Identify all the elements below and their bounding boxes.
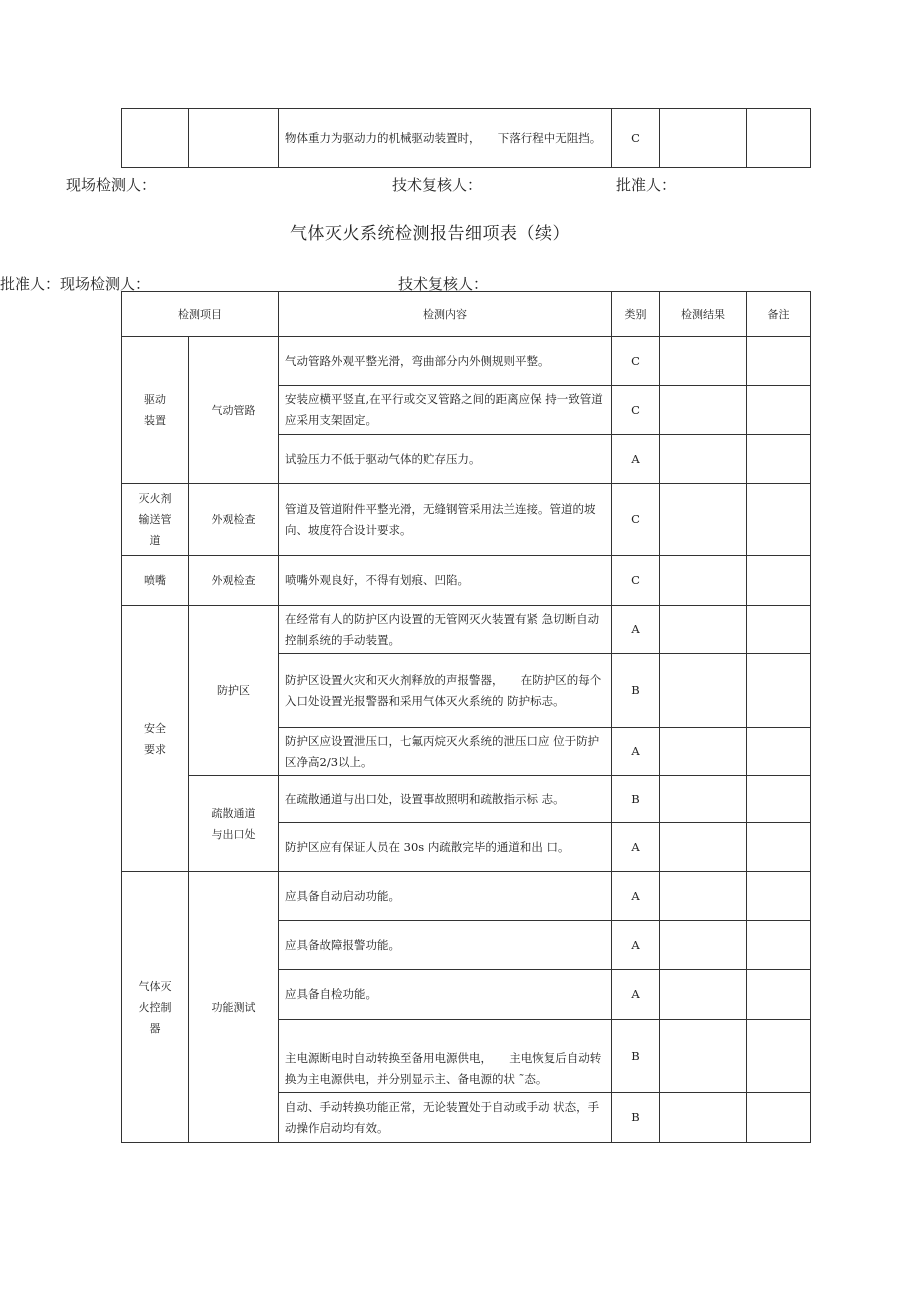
result-cell[interactable] <box>660 109 747 168</box>
result-cell[interactable] <box>660 872 747 921</box>
result-cell[interactable] <box>660 970 747 1020</box>
remark-cell[interactable] <box>747 435 811 484</box>
result-cell[interactable] <box>660 1093 747 1143</box>
remark-cell[interactable] <box>747 776 811 823</box>
result-cell[interactable] <box>660 337 747 386</box>
header-item: 检测项目 <box>122 292 279 337</box>
subgroup-label: 外观检查 <box>189 556 279 606</box>
header-content: 检测内容 <box>279 292 612 337</box>
group-label-nozzle: 喷嘴 <box>122 556 189 606</box>
approver-inspector-label: 批准人：现场检测人： <box>0 275 151 293</box>
detection-content: 主电源断电时自动转换至备用电源供电， 主电恢复后自动转换为主电源供电，并分别显示主、备电源的状 ˜态。 <box>279 1020 612 1093</box>
empty-cell <box>122 109 189 168</box>
detection-content: 喷嘴外观良好，不得有划痕、凹陷。 <box>279 556 612 606</box>
remark-cell[interactable] <box>747 654 811 728</box>
category-cell: A <box>612 823 660 872</box>
header-remark: 备注 <box>747 292 811 337</box>
detection-content: 防护区应设置泄压口，七氟丙烷灭火系统的泄压口应 位于防护区净高2/3以上。 <box>279 728 612 776</box>
group-label-safety: 安全要求 <box>122 606 189 872</box>
header-category: 类别 <box>612 292 660 337</box>
detection-content: 防护区设置火灾和灭火剂释放的声报警器， 在防护区的每个入口处设置光报警器和采用气体灭火系统的 防护标志。 <box>279 654 612 728</box>
result-cell[interactable] <box>660 556 747 606</box>
remark-cell[interactable] <box>747 921 811 970</box>
result-cell[interactable] <box>660 1020 747 1093</box>
table-row <box>122 606 811 654</box>
table-row <box>122 872 811 921</box>
category-cell: C <box>612 484 660 556</box>
remark-cell[interactable] <box>747 109 811 168</box>
group-label-controller: 气体灭火控制器 <box>122 872 189 1143</box>
result-cell[interactable] <box>660 484 747 556</box>
header-result: 检测结果 <box>660 292 747 337</box>
group-label-pipe: 灭火剂输送管道 <box>122 484 189 556</box>
table-row <box>122 337 811 386</box>
category-cell: C <box>612 109 660 168</box>
category-cell: C <box>612 337 660 386</box>
remark-cell[interactable] <box>747 337 811 386</box>
category-cell: C <box>612 386 660 435</box>
remark-cell[interactable] <box>747 1020 811 1093</box>
remark-cell[interactable] <box>747 484 811 556</box>
detection-content: 防护区应有保证人员在 30s 内疏散完毕的通道和出 口。 <box>279 823 612 872</box>
subgroup-label: 外观检查 <box>189 484 279 556</box>
detection-content: 应具备自动启动功能。 <box>279 872 612 921</box>
category-cell: A <box>612 435 660 484</box>
reviewer-label: 技术复核人： <box>392 176 483 194</box>
result-cell[interactable] <box>660 728 747 776</box>
category-cell: A <box>612 970 660 1020</box>
remark-cell[interactable] <box>747 1093 811 1143</box>
remark-cell[interactable] <box>747 386 811 435</box>
reviewer-label-2: 技术复核人： <box>398 275 489 293</box>
page-title: 气体灭火系统检测报告细项表（续） <box>290 224 570 244</box>
inspection-detail-table <box>121 291 811 1143</box>
remark-cell[interactable] <box>747 970 811 1020</box>
header-row <box>122 292 811 337</box>
category-cell: A <box>612 921 660 970</box>
remark-cell[interactable] <box>747 606 811 654</box>
group-label-drive: 驱动装置 <box>122 337 189 484</box>
detection-content: 应具备故障报警功能。 <box>279 921 612 970</box>
detection-content: 自动、手动转换功能正常，无论装置处于自动或手动 状态，手动操作启动均有效。 <box>279 1093 612 1143</box>
detection-content: 试验压力不低于驱动气体的贮存压力。 <box>279 435 612 484</box>
subgroup-label: 气动管路 <box>189 337 279 484</box>
result-cell[interactable] <box>660 823 747 872</box>
table-row <box>122 556 811 606</box>
inspector-label: 现场检测人： <box>66 176 157 194</box>
detection-content: 在疏散通道与出口处，设置事故照明和疏散指示标 志。 <box>279 776 612 823</box>
remark-cell[interactable] <box>747 823 811 872</box>
category-cell: B <box>612 654 660 728</box>
remark-cell[interactable] <box>747 728 811 776</box>
category-cell: A <box>612 606 660 654</box>
category-cell: A <box>612 728 660 776</box>
subgroup-label: 防护区 <box>189 606 279 776</box>
detection-content: 应具备自检功能。 <box>279 970 612 1020</box>
subgroup-label: 疏散通道与出口处 <box>189 776 279 872</box>
category-cell: C <box>612 556 660 606</box>
category-cell: B <box>612 1020 660 1093</box>
result-cell[interactable] <box>660 606 747 654</box>
approver-label: 批准人： <box>616 176 677 194</box>
category-cell: B <box>612 776 660 823</box>
detection-content: 安装应横平竖直,在平行或交叉管路之间的距离应保 持一致管道应采用支架固定。 <box>279 386 612 435</box>
table-row <box>122 776 811 823</box>
detection-content: 物体重力为驱动力的机械驱动装置时， 下落行程中无阻挡。 <box>279 109 612 168</box>
result-cell[interactable] <box>660 776 747 823</box>
continued-table-fragment <box>121 108 811 168</box>
remark-cell[interactable] <box>747 556 811 606</box>
result-cell[interactable] <box>660 435 747 484</box>
detection-content: 在经常有人的防护区内设置的无管网灭火装置有紧 急切断自动控制系统的手动装置。 <box>279 606 612 654</box>
result-cell[interactable] <box>660 654 747 728</box>
result-cell[interactable] <box>660 921 747 970</box>
detection-content: 气动管路外观平整光滑，弯曲部分内外侧规则平整。 <box>279 337 612 386</box>
category-cell: B <box>612 1093 660 1143</box>
subgroup-label: 功能测试 <box>189 872 279 1143</box>
table-row <box>122 484 811 556</box>
remark-cell[interactable] <box>747 872 811 921</box>
empty-cell <box>189 109 279 168</box>
category-cell: A <box>612 872 660 921</box>
detection-content: 管道及管道附件平整光滑，无缝钢管采用法兰连接。管道的坡向、坡度符合设计要求。 <box>279 484 612 556</box>
result-cell[interactable] <box>660 386 747 435</box>
